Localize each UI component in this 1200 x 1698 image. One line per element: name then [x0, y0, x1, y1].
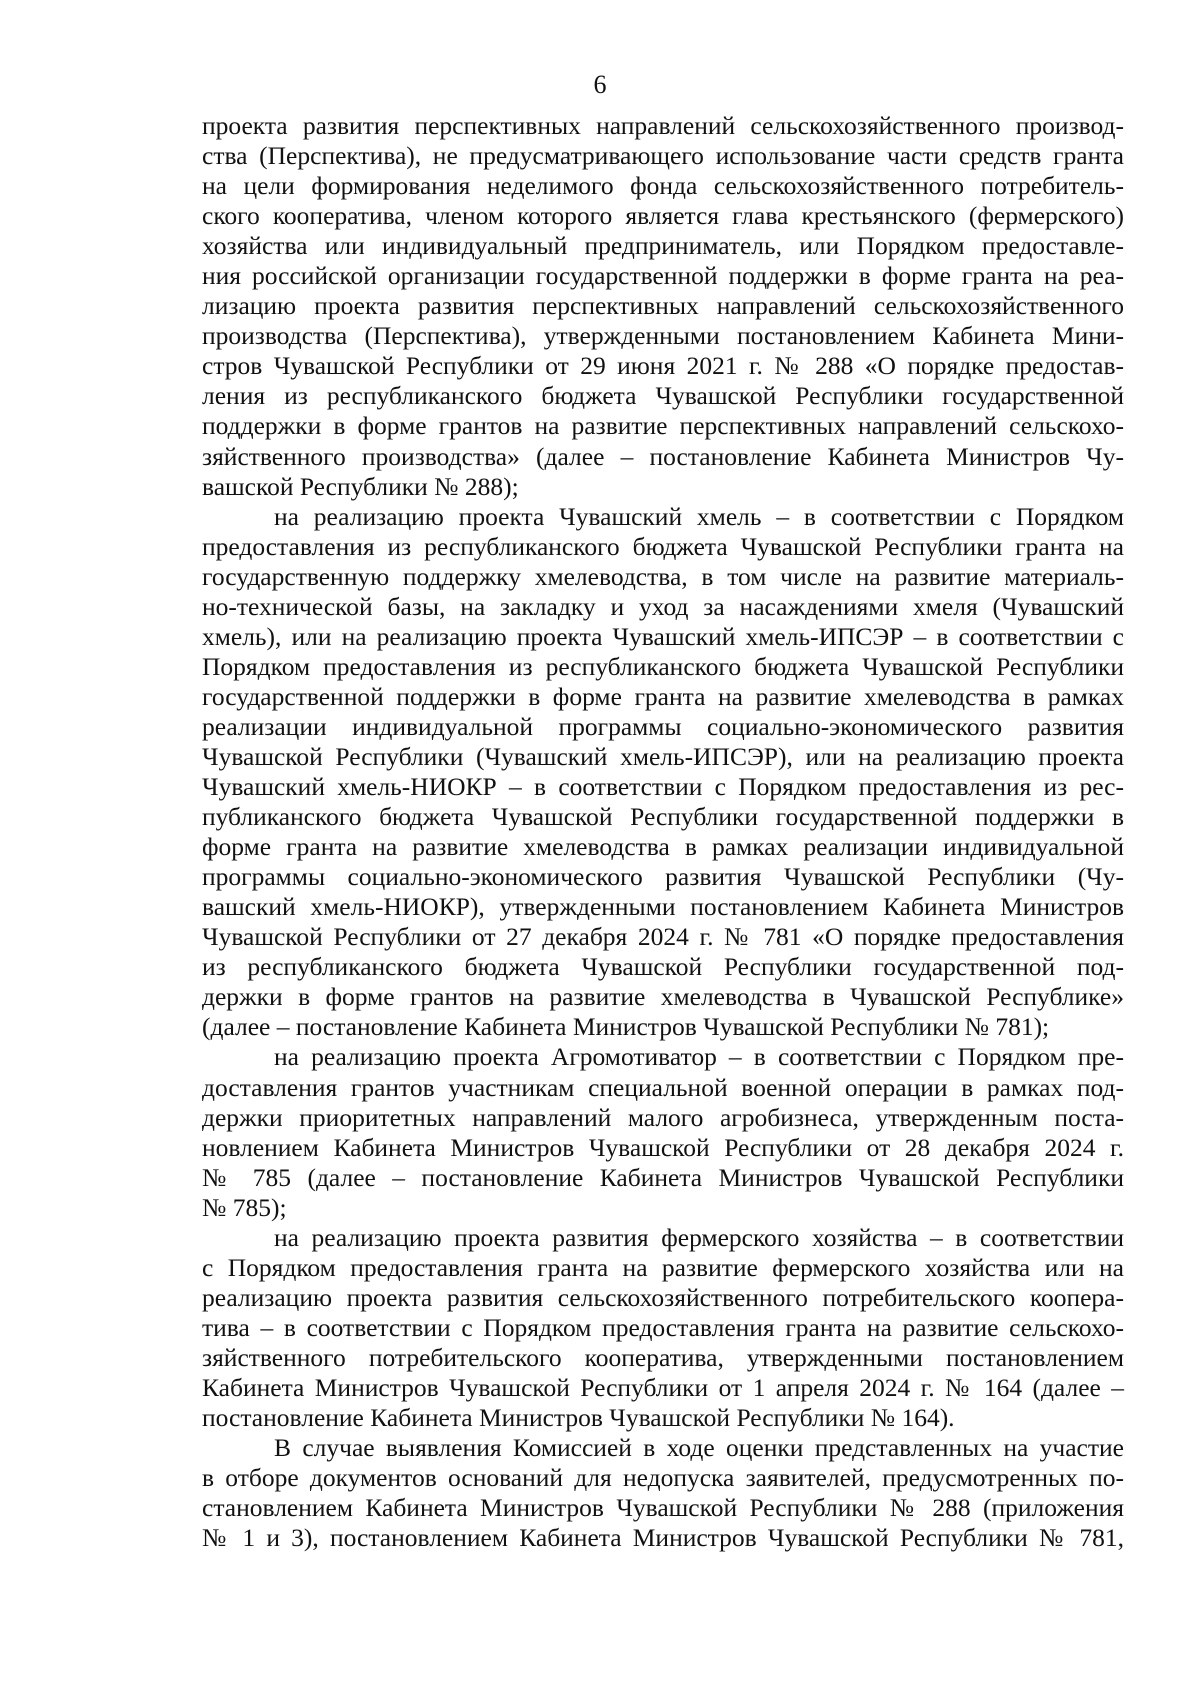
- text-line: В случае выявления Комиссией в ходе оценки представленных на участие: [274, 1433, 1124, 1463]
- text-line: тива – в соответствии с Порядком предоставления гранта на развитие сельскохо-: [202, 1312, 1124, 1342]
- text-line: производства (Перспектива), утвержденными постановлением Кабинета Мини-: [202, 321, 1124, 351]
- text-line: поддержки в форме грантов на развитие перспективных направлений сельскохо-: [202, 411, 1124, 441]
- text-line: № 785);: [202, 1192, 287, 1222]
- text-line: государственной поддержки в форме гранта на развитие хмелеводства в рамках: [202, 681, 1124, 711]
- text-line: на реализацию проекта Агромотиватор – в соответствии с Порядком пре-: [274, 1042, 1124, 1072]
- text-line: зяйственного производства» (далее – постановление Кабинета Министров Чу-: [202, 441, 1124, 471]
- text-line: программы социально-экономического развития Чувашской Республики (Чу-: [202, 862, 1124, 892]
- text-line: государственную поддержку хмелеводства, в том числе на развитие материаль-: [202, 561, 1124, 591]
- text-line: постановление Кабинета Министров Чувашской Республики № 164).: [202, 1403, 955, 1433]
- text-line: вашской Республики № 288);: [202, 471, 519, 501]
- text-line: № 1 и 3), постановлением Кабинета Министров Чувашской Республики № 781,: [202, 1523, 1124, 1553]
- text-line: № 785 (далее – постановление Кабинета Министров Чувашской Республики: [202, 1162, 1124, 1192]
- text-line: ского кооператива, членом которого является глава крестьянского (фермерского): [202, 201, 1124, 231]
- text-line: с Порядком предоставления гранта на развитие фермерского хозяйства или на: [202, 1252, 1124, 1282]
- page-number: 6: [593, 70, 607, 99]
- text-line: (далее – постановление Кабинета Министров Чувашской Республики № 781);: [202, 1012, 1050, 1042]
- text-line: на цели формирования неделимого фонда сельскохозяйственного потребитель-: [202, 171, 1124, 201]
- text-line: Чувашской Республики от 27 декабря 2024 г. № 781 «О порядке предоставления: [202, 922, 1124, 952]
- text-line: реализации индивидуальной программы социально-экономического развития: [202, 711, 1124, 741]
- text-line: Кабинета Министров Чувашской Республики от 1 апреля 2024 г. № 164 (далее –: [202, 1372, 1124, 1402]
- text-line: вашский хмель-НИОКР), утвержденными постановлением Кабинета Министров: [202, 892, 1124, 922]
- document-body: [202, 111, 1124, 1553]
- text-line: ления из республиканского бюджета Чувашской Республики государственной: [202, 381, 1124, 411]
- paragraph: [202, 502, 1124, 1043]
- text-line: проекта развития перспективных направлений сельскохозяйственного производ-: [202, 111, 1124, 140]
- text-line: новлением Кабинета Министров Чувашской Республики от 28 декабря 2024 г.: [202, 1132, 1124, 1162]
- text-line: ства (Перспектива), не предусматривающего использование части средств гранта: [202, 141, 1124, 171]
- text-line: доставления грантов участникам специальной военной операции в рамках под-: [202, 1072, 1124, 1102]
- text-line: хозяйства или индивидуальный предприниматель, или Порядком предоставле-: [202, 231, 1124, 261]
- text-line: держки в форме грантов на развитие хмелеводства в Чувашской Республике»: [202, 982, 1124, 1012]
- text-line: на реализацию проекта развития фермерского хозяйства – в соответствии: [274, 1222, 1124, 1252]
- text-line: зяйственного потребительского кооператива, утвержденными постановлением: [202, 1342, 1124, 1372]
- text-line: держки приоритетных направлений малого агробизнеса, утвержденным поста-: [202, 1102, 1124, 1132]
- text-line: публиканского бюджета Чувашской Республики государственной поддержки в: [202, 802, 1124, 832]
- paragraph: [202, 1223, 1124, 1433]
- paragraph: [202, 1433, 1124, 1553]
- text-line: Чувашский хмель-НИОКР – в соответствии с Порядком предоставления из рес-: [202, 772, 1124, 802]
- text-line: лизацию проекта развития перспективных направлений сельскохозяйственного: [202, 291, 1124, 321]
- paragraph: [202, 111, 1124, 502]
- text-line: но-технической базы, на закладку и уход за насаждениями хмеля (Чувашский: [202, 591, 1124, 621]
- text-line: на реализацию проекта Чувашский хмель – в соответствии с Порядком: [274, 501, 1124, 531]
- text-line: Чувашской Республики (Чувашский хмель-ИПСЭР), или на реализацию проекта: [202, 741, 1124, 771]
- text-line: стров Чувашской Республики от 29 июня 2021 г. № 288 «О порядке предостав-: [202, 351, 1124, 381]
- text-line: хмель), или на реализацию проекта Чувашский хмель-ИПСЭР – в соответствии с: [202, 621, 1124, 651]
- text-line: реализацию проекта развития сельскохозяйственного потребительского коопера-: [202, 1282, 1124, 1312]
- text-line: из республиканского бюджета Чувашской Республики государственной под-: [202, 952, 1124, 982]
- paragraph: [202, 1042, 1124, 1222]
- text-line: становлением Кабинета Министров Чувашской Республики № 288 (приложения: [202, 1493, 1124, 1523]
- text-line: предоставления из республиканского бюджета Чувашской Республики гранта на: [202, 531, 1124, 561]
- text-line: форме гранта на развитие хмелеводства в рамках реализации индивидуальной: [202, 832, 1124, 862]
- text-line: ния российской организации государственной поддержки в форме гранта на реа-: [202, 261, 1124, 291]
- text-line: в отборе документов оснований для недопуска заявителей, предусмотренных по-: [202, 1463, 1124, 1493]
- text-line: Порядком предоставления из республиканского бюджета Чувашской Республики: [202, 651, 1124, 681]
